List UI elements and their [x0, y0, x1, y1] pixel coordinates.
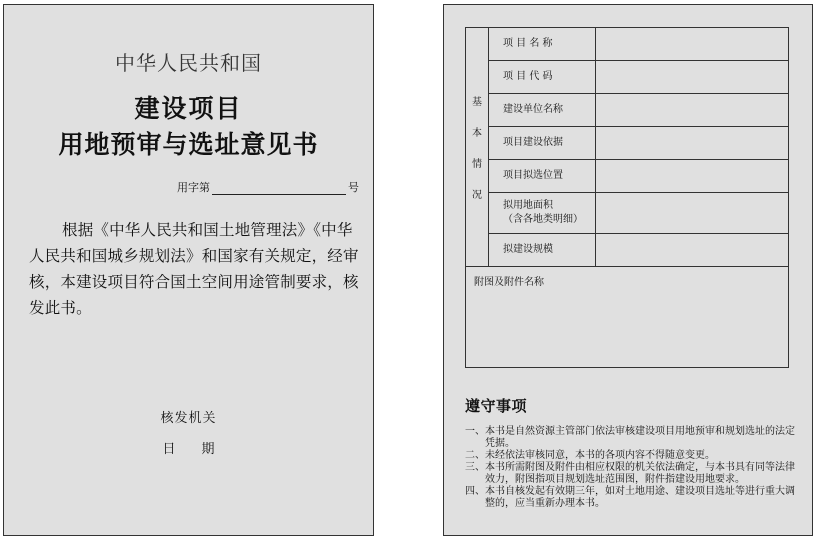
notice-item — [465, 426, 795, 450]
notice-text: 本书是自然资源主管部门依法审核建设项目用地预审和规划选址的法定凭据。 — [485, 426, 795, 449]
table-row — [466, 127, 789, 160]
side-header-char: 况 — [472, 190, 482, 201]
notice-text: 未经依法审核同意，本书的各项内容不得随意变更。 — [485, 450, 715, 461]
field-value-proposed-location — [596, 160, 789, 193]
notice-number: 二、 — [465, 450, 485, 461]
field-value-project-code — [596, 61, 789, 94]
table-row — [466, 193, 789, 234]
notice-number: 一、 — [465, 426, 485, 437]
country-name: 中华人民共和国 — [115, 51, 262, 75]
field-label-construction-scale: 拟建设规模 — [489, 234, 596, 267]
field-label-project-name: 项 目 名 称 — [489, 28, 596, 61]
notice-number: 四、 — [465, 486, 485, 497]
field-label-construction-unit: 建设单位名称 — [489, 94, 596, 127]
side-header-char: 本 — [472, 128, 482, 139]
notice-title: 遵守事项 — [465, 397, 528, 415]
issuing-authority-label: 核发机关 — [160, 411, 217, 426]
field-label-land-area-main: 拟用地面积 — [503, 200, 553, 211]
notice-text: 本书自核发起有效期三年，如对土地用途、建设项目选址等进行重大调整的，应当重新办理本书。 — [485, 486, 795, 509]
basic-info-side-header — [466, 28, 489, 267]
table-row — [466, 234, 789, 267]
table-row — [466, 61, 789, 94]
field-value-construction-scale — [596, 234, 789, 267]
project-info-table — [465, 27, 789, 368]
issue-date-label: 日 期 — [162, 442, 215, 457]
project-info-page — [443, 4, 813, 536]
field-value-land-area — [596, 193, 789, 234]
document-number — [177, 179, 359, 195]
field-label-proposed-location: 项目拟选位置 — [489, 160, 596, 193]
table-row — [466, 28, 789, 61]
document-title-line1: 建设项目 — [134, 94, 243, 123]
field-label-land-area — [489, 193, 596, 234]
side-header-char: 情 — [472, 159, 482, 170]
field-label-land-area-sub: （含各地类明细） — [503, 214, 583, 225]
field-label-construction-basis: 项目建设依据 — [489, 127, 596, 160]
attachments-cell — [466, 267, 789, 368]
document-number-suffix: 号 — [348, 181, 359, 194]
document-number-blank — [212, 182, 346, 195]
notice-text: 本书所需附图及附件由相应权限的机关依法确定，与本书具有同等法律效力，附图指项目规划选址范围图，附件指建设用地要求。 — [485, 462, 795, 485]
notice-number: 三、 — [465, 462, 485, 473]
attachments-label: 附图及附件名称 — [474, 277, 544, 288]
notice-item — [465, 450, 795, 462]
field-value-construction-basis — [596, 127, 789, 160]
certificate-body-text: 根据《中华人民共和国土地管理法》《中华人民共和国城乡规划法》和国家有关规定，经审核，本建设项目符合国土空间用途管制要求，核发此书。 — [29, 221, 359, 317]
notice-item — [465, 486, 795, 510]
notice-list — [465, 426, 795, 510]
certificate-cover-page — [3, 4, 374, 536]
table-row — [466, 160, 789, 193]
field-value-project-name — [596, 28, 789, 61]
document-number-prefix: 用字第 — [177, 181, 210, 194]
field-label-project-code: 项 目 代 码 — [489, 61, 596, 94]
field-value-construction-unit — [596, 94, 789, 127]
document-title-line2: 用地预审与选址意见书 — [58, 130, 319, 159]
table-row — [466, 94, 789, 127]
side-header-char: 基 — [472, 97, 482, 108]
notice-item — [465, 462, 795, 486]
table-row — [466, 267, 789, 368]
